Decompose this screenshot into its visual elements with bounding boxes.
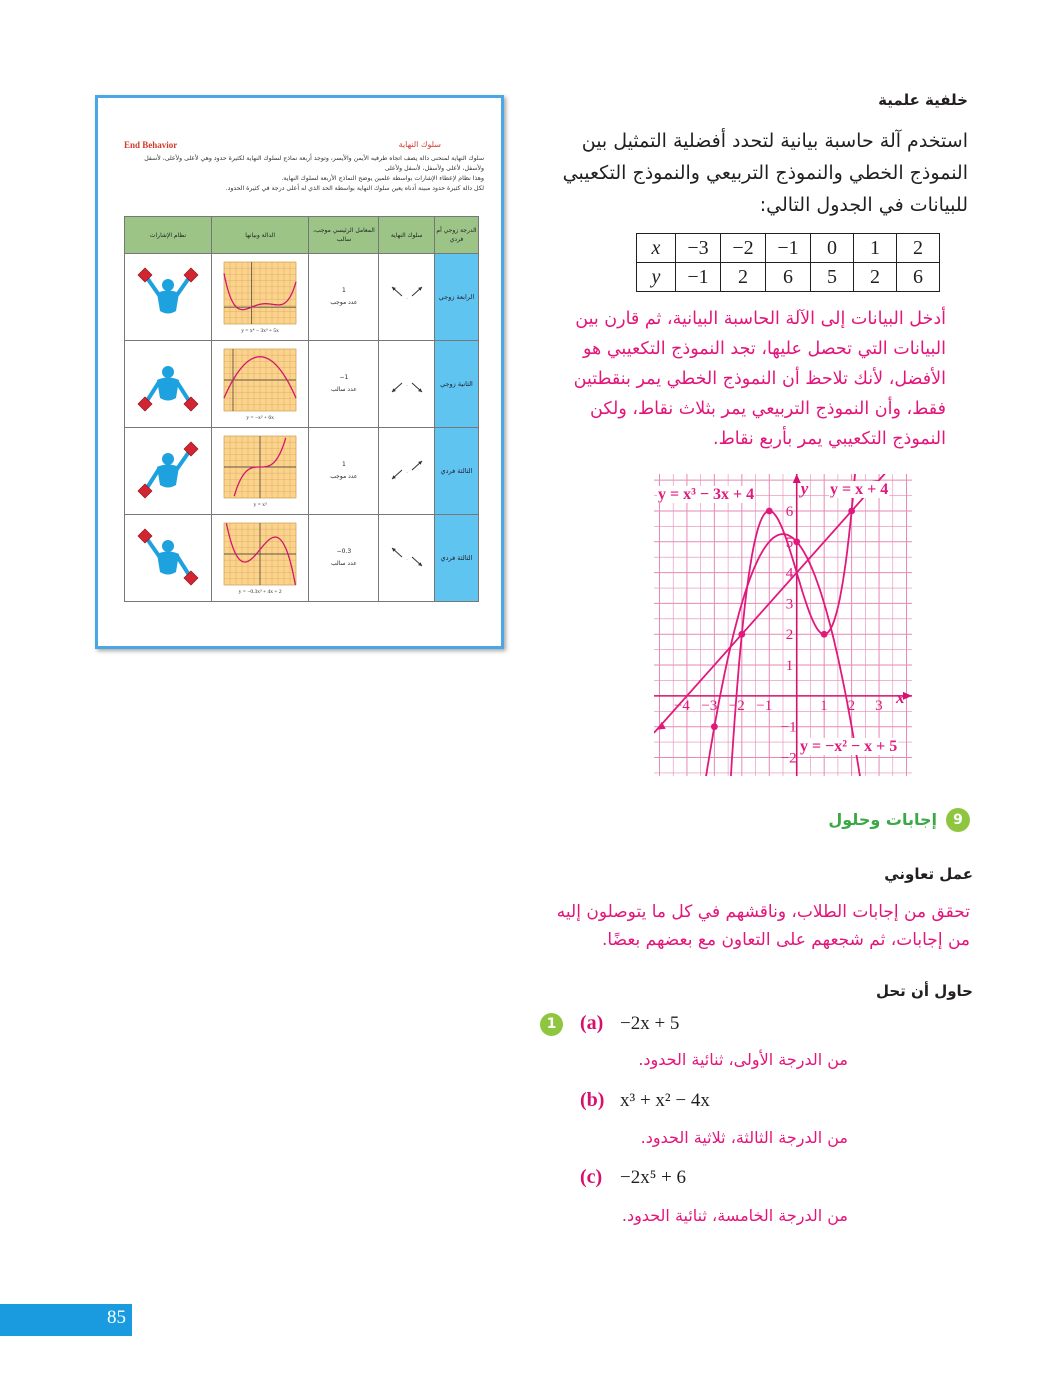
figure-head	[162, 279, 174, 291]
x-cell: 1	[854, 234, 897, 263]
graph-equation: y = −0.3x³ + 4x + 2	[238, 589, 282, 595]
figure-body	[157, 552, 179, 575]
end-behavior-cell	[379, 515, 435, 602]
data-table	[636, 233, 940, 292]
header-signals: نظام الإشارات	[125, 217, 212, 254]
coef-value: −1	[339, 374, 349, 381]
coef-cell	[309, 254, 379, 341]
item-label-b: (b)	[580, 1089, 605, 1111]
y-tick-label: 3	[785, 596, 794, 613]
models-graph	[654, 474, 912, 776]
y-axis-label: y	[800, 479, 809, 498]
graph-equation: y = x⁴ − 3x³ + 5x	[241, 328, 279, 334]
graph-cell	[211, 515, 308, 602]
data-point	[766, 508, 773, 515]
thumb-title-ar: سلوك النهاية	[398, 140, 441, 149]
x-tick-label: −1	[756, 697, 773, 714]
data-point	[793, 538, 800, 545]
thumb-paragraph: سلوك النهاية لمنحنى دالة يصف اتجاه طرفيه الأيمن والأيسر، وتوجد أربعة نماذج لسلوك النهاية لكثيرة حدود وهي لأعلى ولأعلى، لأسفل ولأسفل، لأعلى ولأسفل، لأسفل ولأعلى	[144, 155, 484, 172]
series-label: y = x³ − 3x + 4	[658, 486, 755, 503]
end-behavior-table	[124, 216, 479, 602]
coop-heading: عمل تعاوني	[884, 865, 973, 883]
x-tick-label: −3	[701, 697, 718, 714]
data-point	[821, 631, 828, 638]
header-leading: المعامل الرئيسي موجب، سالب	[309, 217, 379, 254]
x-cell: 0	[811, 234, 854, 263]
table-row	[125, 515, 479, 602]
section-9-heading	[780, 808, 970, 838]
figure-body	[157, 291, 179, 314]
header-graph: الدالة وبيانها	[211, 217, 308, 254]
x-cell: −3	[676, 234, 721, 263]
coef-sign: عدد سالب	[330, 386, 357, 393]
science-heading: خلفية علمية	[878, 91, 968, 109]
table-row	[125, 428, 479, 515]
item-expression-b: x³ + x² − 4x	[620, 1090, 710, 1111]
line-arrow	[657, 722, 666, 730]
item-answer-a: من الدرجة الأولى، ثنائية الحدود.	[638, 1050, 848, 1069]
y-axis-arrow	[793, 474, 801, 483]
thumb-paragraph: وهذا نظام لإعطاء الإشارات بواسطة علمين يوضح النماذج الأربعة لسلوك النهاية.	[281, 175, 484, 182]
x-axis-label: x	[896, 687, 905, 707]
arrow-mark: ·	[405, 470, 408, 476]
y-tick-label: −1	[780, 719, 797, 736]
x-tick-label: 3	[875, 697, 883, 714]
graph-cell	[211, 428, 308, 515]
header-end-behavior: سلوك النهاية	[379, 217, 435, 254]
coef-sign: عدد سالب	[330, 560, 357, 567]
coef-sign: عدد موجب	[330, 473, 358, 480]
thumb-intro	[124, 154, 484, 194]
coef-cell	[309, 515, 379, 602]
y-tick-label: 1	[785, 658, 794, 675]
section-title: إجابات وحلول	[828, 810, 937, 829]
item-expression-c: −2x⁵ + 6	[620, 1167, 687, 1188]
x-header: x	[637, 234, 676, 263]
header-degree: الدرجة زوجي أم فردي	[434, 217, 478, 254]
arrow-mark: ·	[405, 557, 408, 563]
degree-cell: الثانية زوجي	[434, 341, 478, 428]
series-label: y = x + 4	[830, 481, 889, 498]
item-label-a: (a)	[580, 1012, 604, 1034]
x-cell: 2	[897, 234, 940, 263]
page-number-tab	[0, 1304, 132, 1336]
item-answer-c: من الدرجة الخامسة، ثنائية الحدود.	[621, 1206, 848, 1225]
end-behavior-cell	[379, 428, 435, 515]
coef-value: −0.3	[336, 548, 352, 555]
table-row	[125, 254, 479, 341]
item-expression-a: −2x + 5	[620, 1013, 680, 1034]
graph-equation: y = −x² + 6x	[246, 415, 274, 421]
y-tick-label: 5	[785, 534, 794, 551]
x-tick-label: 2	[847, 697, 856, 714]
y-tick-label: 6	[785, 503, 794, 520]
degree-cell: الثالثة فردي	[434, 428, 478, 515]
figure-head	[162, 453, 174, 465]
y-cell: 5	[811, 263, 854, 292]
coop-body: تحقق من إجابات الطلاب، وناقشهم في كل ما يتوصلون إليه من إجابات، ثم شجعهم على التعاون مع بعضهم بعضًا.	[556, 902, 970, 950]
y-tick-label: 4	[785, 565, 794, 582]
figure-body	[157, 378, 179, 401]
end-behavior-cell	[379, 341, 435, 428]
degree-cell: الثالثة فردي	[434, 515, 478, 602]
thumb-title-en: End Behavior	[124, 140, 178, 150]
graph-cell	[211, 254, 308, 341]
y-tick-label: −2	[780, 750, 797, 767]
x-cell: −1	[766, 234, 811, 263]
y-tick-label: 2	[785, 627, 794, 644]
thumb-page-number: 100	[463, 618, 474, 624]
graph-equation: y = x³	[253, 502, 267, 508]
question-number-badge: 1	[540, 1013, 563, 1036]
coef-value: 1	[341, 461, 346, 468]
arrow-mark: ·	[405, 296, 408, 302]
y-cell: 2	[854, 263, 897, 292]
y-cell: −1	[676, 263, 721, 292]
signal-figure	[125, 341, 212, 428]
data-point	[738, 631, 745, 638]
item-answer-b: من الدرجة الثالثة، ثلاثية الحدود.	[640, 1128, 848, 1147]
coef-value: 1	[341, 287, 346, 294]
y-header: y	[637, 263, 676, 292]
x-cell: −2	[721, 234, 766, 263]
science-answer: أدخل البيانات إلى الآلة الحاسبة البيانية، ثم قارن بين البيانات التي تحصل عليها، تجد النموذج التكعيبي هو الأفضل، لأنك تلاحظ أن النموذج الخطي يمر بنقطتين فقط، وأن النموذج التربيعي يمر بثلاث نقاط، ولكن النموذج التكعيبي يمر بأربع نقاط.	[573, 309, 946, 449]
data-point	[711, 723, 718, 730]
x-tick-label: −4	[673, 697, 690, 714]
try-heading: حاول أن تحل	[875, 982, 973, 1000]
y-cell: 6	[897, 263, 940, 292]
figure-body	[157, 465, 179, 488]
coef-cell	[309, 428, 379, 515]
table-row-y	[637, 263, 940, 292]
figure-head	[162, 540, 174, 552]
page-number: 85	[107, 1307, 126, 1328]
figure-head	[162, 366, 174, 378]
x-tick-label: 1	[820, 697, 828, 714]
x-tick-label: −2	[728, 697, 745, 714]
signal-figure	[125, 254, 212, 341]
coef-cell	[309, 341, 379, 428]
thumb-paragraph: لكل دالة كثيرة حدود مبينة أدناه يعين سلوك النهاية بواسطة الحد الذي له أعلى درجة في كثيرة الحدود.	[225, 185, 484, 192]
science-body: استخدم آلة حاسبة بيانية لتحدد أفضلية التمثيل بين النموذج الخطي والنموذج التربيعي والنموذج التكعيبي للبيانات في الجدول التالي:	[562, 130, 968, 216]
table-row	[125, 341, 479, 428]
textbook-page-thumbnail	[95, 95, 504, 649]
y-cell: 2	[721, 263, 766, 292]
end-behavior-cell	[379, 254, 435, 341]
series-label: y = −x² − x + 5	[800, 738, 898, 755]
data-point	[848, 508, 855, 515]
signal-figure	[125, 515, 212, 602]
section-number-badge: 9	[946, 808, 970, 832]
graph-cell	[211, 341, 308, 428]
arrow-mark: ·	[405, 383, 408, 389]
signal-figure	[125, 428, 212, 515]
coef-sign: عدد موجب	[330, 299, 358, 306]
item-label-c: (c)	[580, 1166, 603, 1188]
table-row-x	[637, 234, 940, 263]
degree-cell: الرابعة زوجي	[434, 254, 478, 341]
y-cell: 6	[766, 263, 811, 292]
